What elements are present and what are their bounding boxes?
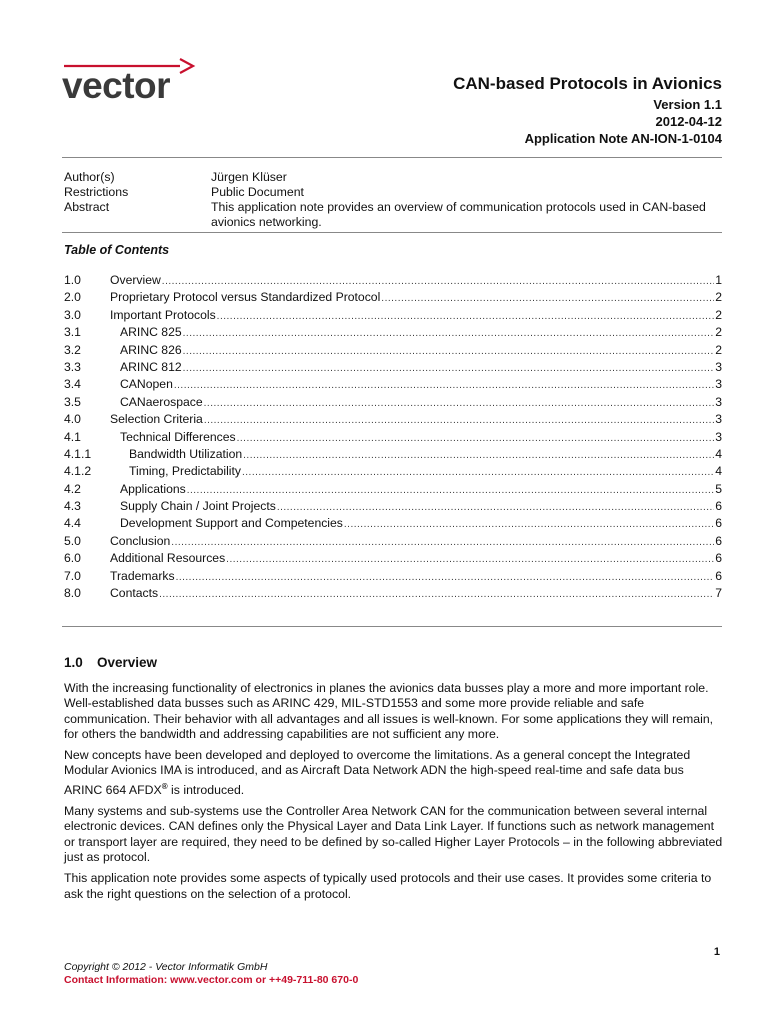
toc-leader-dots (217, 311, 715, 322)
meta-row-abstract (64, 200, 724, 230)
toc-entry[interactable] (64, 343, 722, 360)
toc-entry[interactable] (64, 499, 722, 516)
toc-entry[interactable] (64, 360, 722, 377)
toc-entry-title: Trademarks (110, 568, 175, 583)
toc-entry-number: 2.0 (64, 290, 81, 305)
toc-entry[interactable] (64, 569, 722, 586)
toc-entry-page: 6 (715, 516, 722, 531)
toc-leader-dots (159, 589, 714, 600)
toc-entry-title: CANaerospace (120, 394, 203, 409)
toc-entry-number: 4.1 (64, 429, 81, 444)
meta-label: Abstract (64, 200, 110, 214)
paragraph-text-tail: is introduced. (167, 782, 245, 797)
toc-leader-dots (277, 502, 714, 513)
toc-entry-page: 3 (715, 394, 722, 409)
toc-leader-dots (242, 467, 714, 478)
toc-entry-number: 5.0 (64, 533, 81, 548)
toc-leader-dots (183, 346, 715, 357)
toc-entry-number: 7.0 (64, 568, 81, 583)
toc-entry[interactable] (64, 516, 722, 533)
toc-entry-page: 3 (715, 359, 722, 374)
toc-entry-number: 3.5 (64, 394, 81, 409)
toc-entry-number: 1.0 (64, 273, 81, 287)
toc-leader-dots (204, 398, 715, 409)
toc-entry-title: Supply Chain / Joint Projects (120, 499, 276, 514)
toc-leader-dots (187, 485, 715, 496)
toc-entry-number: 4.1.1 (64, 446, 92, 461)
section-number: 1.0 (64, 655, 83, 670)
toc-entry-title: Important Protocols (110, 307, 216, 322)
toc-entry-title: Bandwidth Utilization (129, 446, 243, 461)
toc-entry-number: 6.0 (64, 551, 81, 566)
meta-row-restrictions (64, 185, 724, 200)
toc-leader-dots (162, 276, 714, 287)
divider (62, 626, 722, 627)
page-number: 1 (713, 946, 720, 958)
toc-leader-dots (183, 363, 715, 374)
toc-entry-page: 4 (715, 446, 722, 461)
toc-leader-dots (183, 328, 715, 339)
page-footer (64, 961, 358, 987)
toc-entry-page: 6 (715, 568, 722, 583)
toc-entry[interactable] (64, 308, 722, 325)
toc-entry-title: Timing, Predictability (129, 464, 241, 479)
toc-heading: Table of Contents (64, 243, 170, 257)
toc-entry-number: 4.3 (64, 499, 81, 514)
toc-entry-title: Contacts (110, 586, 159, 601)
toc-entry[interactable] (64, 551, 722, 568)
toc-entry[interactable] (64, 464, 722, 481)
toc-leader-dots (226, 554, 714, 565)
toc-leader-dots (171, 537, 714, 548)
toc-entry-page: 2 (715, 342, 722, 357)
toc-leader-dots (237, 433, 715, 444)
toc-entry-title: CANopen (120, 377, 173, 392)
application-note-id: Application Note AN-ION-1-0104 (524, 131, 722, 146)
toc-entry[interactable] (64, 377, 722, 394)
toc-entry-title: ARINC 812 (120, 359, 182, 374)
toc-leader-dots (174, 380, 714, 391)
copyright: Copyright © 2012 - Vector Informatik GmbH (64, 961, 268, 973)
toc-entry[interactable] (64, 290, 722, 307)
toc-entry-page: 2 (715, 290, 722, 305)
paragraph: This application note provides some aspects of typically used protocols and their use cases. It provides some criteria to ask the right questions on the selection of a protocol. (64, 871, 712, 901)
toc-entry-title: Overview (110, 273, 161, 287)
toc-entry-number: 3.2 (64, 342, 81, 357)
toc-entry-page: 6 (715, 499, 722, 514)
toc-leader-dots (243, 450, 714, 461)
toc-entry-page: 2 (715, 307, 722, 322)
toc-entry-number: 3.0 (64, 307, 81, 322)
toc-leader-dots (344, 519, 714, 530)
meta-label: Author(s) (64, 170, 115, 184)
registered-mark: ® (161, 781, 168, 791)
toc-entry-number: 4.2 (64, 481, 81, 496)
toc-leader-dots (176, 572, 715, 583)
toc-entry-page: 3 (715, 429, 722, 444)
toc-entry[interactable] (64, 325, 722, 342)
meta-value: This application note provides an overview of communication protocols used in CAN-based avionics networking. (211, 200, 706, 229)
toc-entry-page: 3 (715, 412, 722, 427)
section-title: Overview (97, 655, 158, 670)
meta-row-authors (64, 170, 724, 185)
paragraph: With the increasing functionality of electronics in planes the avionics data busses play a more and more important role. Well-established data busses such as ARINC 429, MIL-STD1553 and some more provide reliable and safe communication. Their behavior with all advantages and all issues is well-known. For some applications they will remain, for others the bandwidth and addressing capabilities are not sufficient any more. (64, 681, 714, 741)
toc-entry[interactable] (64, 586, 722, 603)
toc-leader-dots (381, 293, 714, 304)
section-body (64, 681, 724, 908)
meta-label: Restrictions (64, 185, 129, 199)
toc-entry-title: Development Support and Competencies (120, 516, 343, 531)
document-meta (64, 170, 724, 230)
paragraph: Many systems and sub-systems use the Controller Area Network CAN for the communication between several internal electronic devices. CAN defines only the Physical Layer and Data Link Layer. If functions such as network management or transport layer are required, they need to be defined by so-called Higher Layer Protocols – in the following abbreviated just as protocol. (64, 804, 723, 865)
logo-text: vector (62, 65, 171, 102)
toc-entry-page: 3 (715, 377, 722, 392)
toc-entry-page: 6 (715, 551, 722, 566)
toc-entry[interactable] (64, 534, 722, 551)
toc-entry-page: 1 (715, 273, 722, 287)
divider (62, 232, 722, 233)
table-of-contents (64, 273, 722, 603)
toc-entry-page: 6 (715, 533, 722, 548)
toc-entry-title: Applications (120, 481, 186, 496)
toc-entry-title: Proprietary Protocol versus Standardized Protocol (110, 290, 381, 305)
toc-entry-title: Additional Resources (110, 551, 226, 566)
document-version: Version 1.1 (653, 97, 722, 112)
toc-entry-title: ARINC 825 (120, 325, 182, 340)
section-heading (64, 655, 157, 670)
toc-entry[interactable] (64, 412, 722, 429)
toc-entry-number: 4.1.2 (64, 464, 92, 479)
toc-entry[interactable] (64, 273, 722, 290)
toc-entry-number: 8.0 (64, 586, 81, 601)
meta-value: Jürgen Klüser (211, 170, 287, 184)
toc-entry-number: 4.0 (64, 412, 81, 427)
toc-entry-number: 3.4 (64, 377, 81, 392)
toc-entry-page: 2 (715, 325, 722, 340)
vector-logo (62, 56, 198, 102)
toc-leader-dots (204, 415, 714, 426)
meta-value: Public Document (211, 185, 304, 199)
toc-entry-number: 3.3 (64, 359, 81, 374)
document-title: CAN-based Protocols in Avionics (453, 74, 722, 93)
toc-entry-number: 4.4 (64, 516, 81, 531)
toc-entry-page: 5 (715, 481, 722, 496)
toc-entry-title: Conclusion (110, 533, 171, 548)
toc-entry[interactable] (64, 482, 722, 499)
document-date: 2012-04-12 (655, 114, 722, 129)
toc-entry[interactable] (64, 395, 722, 412)
toc-entry-title: Selection Criteria (110, 412, 203, 427)
paragraph-text: New concepts have been developed and deployed to overcome the limitations. As a general concept the Integrated Modular Avionics IMA is introduced, and as Aircraft Data Network ADN the high-speed real-time and safe data bus ARINC 664 AFDX (64, 748, 691, 797)
toc-entry-title: ARINC 826 (120, 342, 182, 357)
toc-entry[interactable] (64, 430, 722, 447)
toc-entry-page: 7 (715, 586, 722, 601)
toc-entry-page: 4 (715, 464, 722, 479)
toc-entry-title: Technical Differences (120, 429, 236, 444)
divider (62, 157, 722, 158)
paragraph (64, 748, 724, 798)
toc-entry-number: 3.1 (64, 325, 81, 340)
document-header (453, 74, 722, 147)
contact-information: Contact Information: www.vector.com or ++49-711-80 670-0 (64, 974, 359, 986)
toc-entry[interactable] (64, 447, 722, 464)
